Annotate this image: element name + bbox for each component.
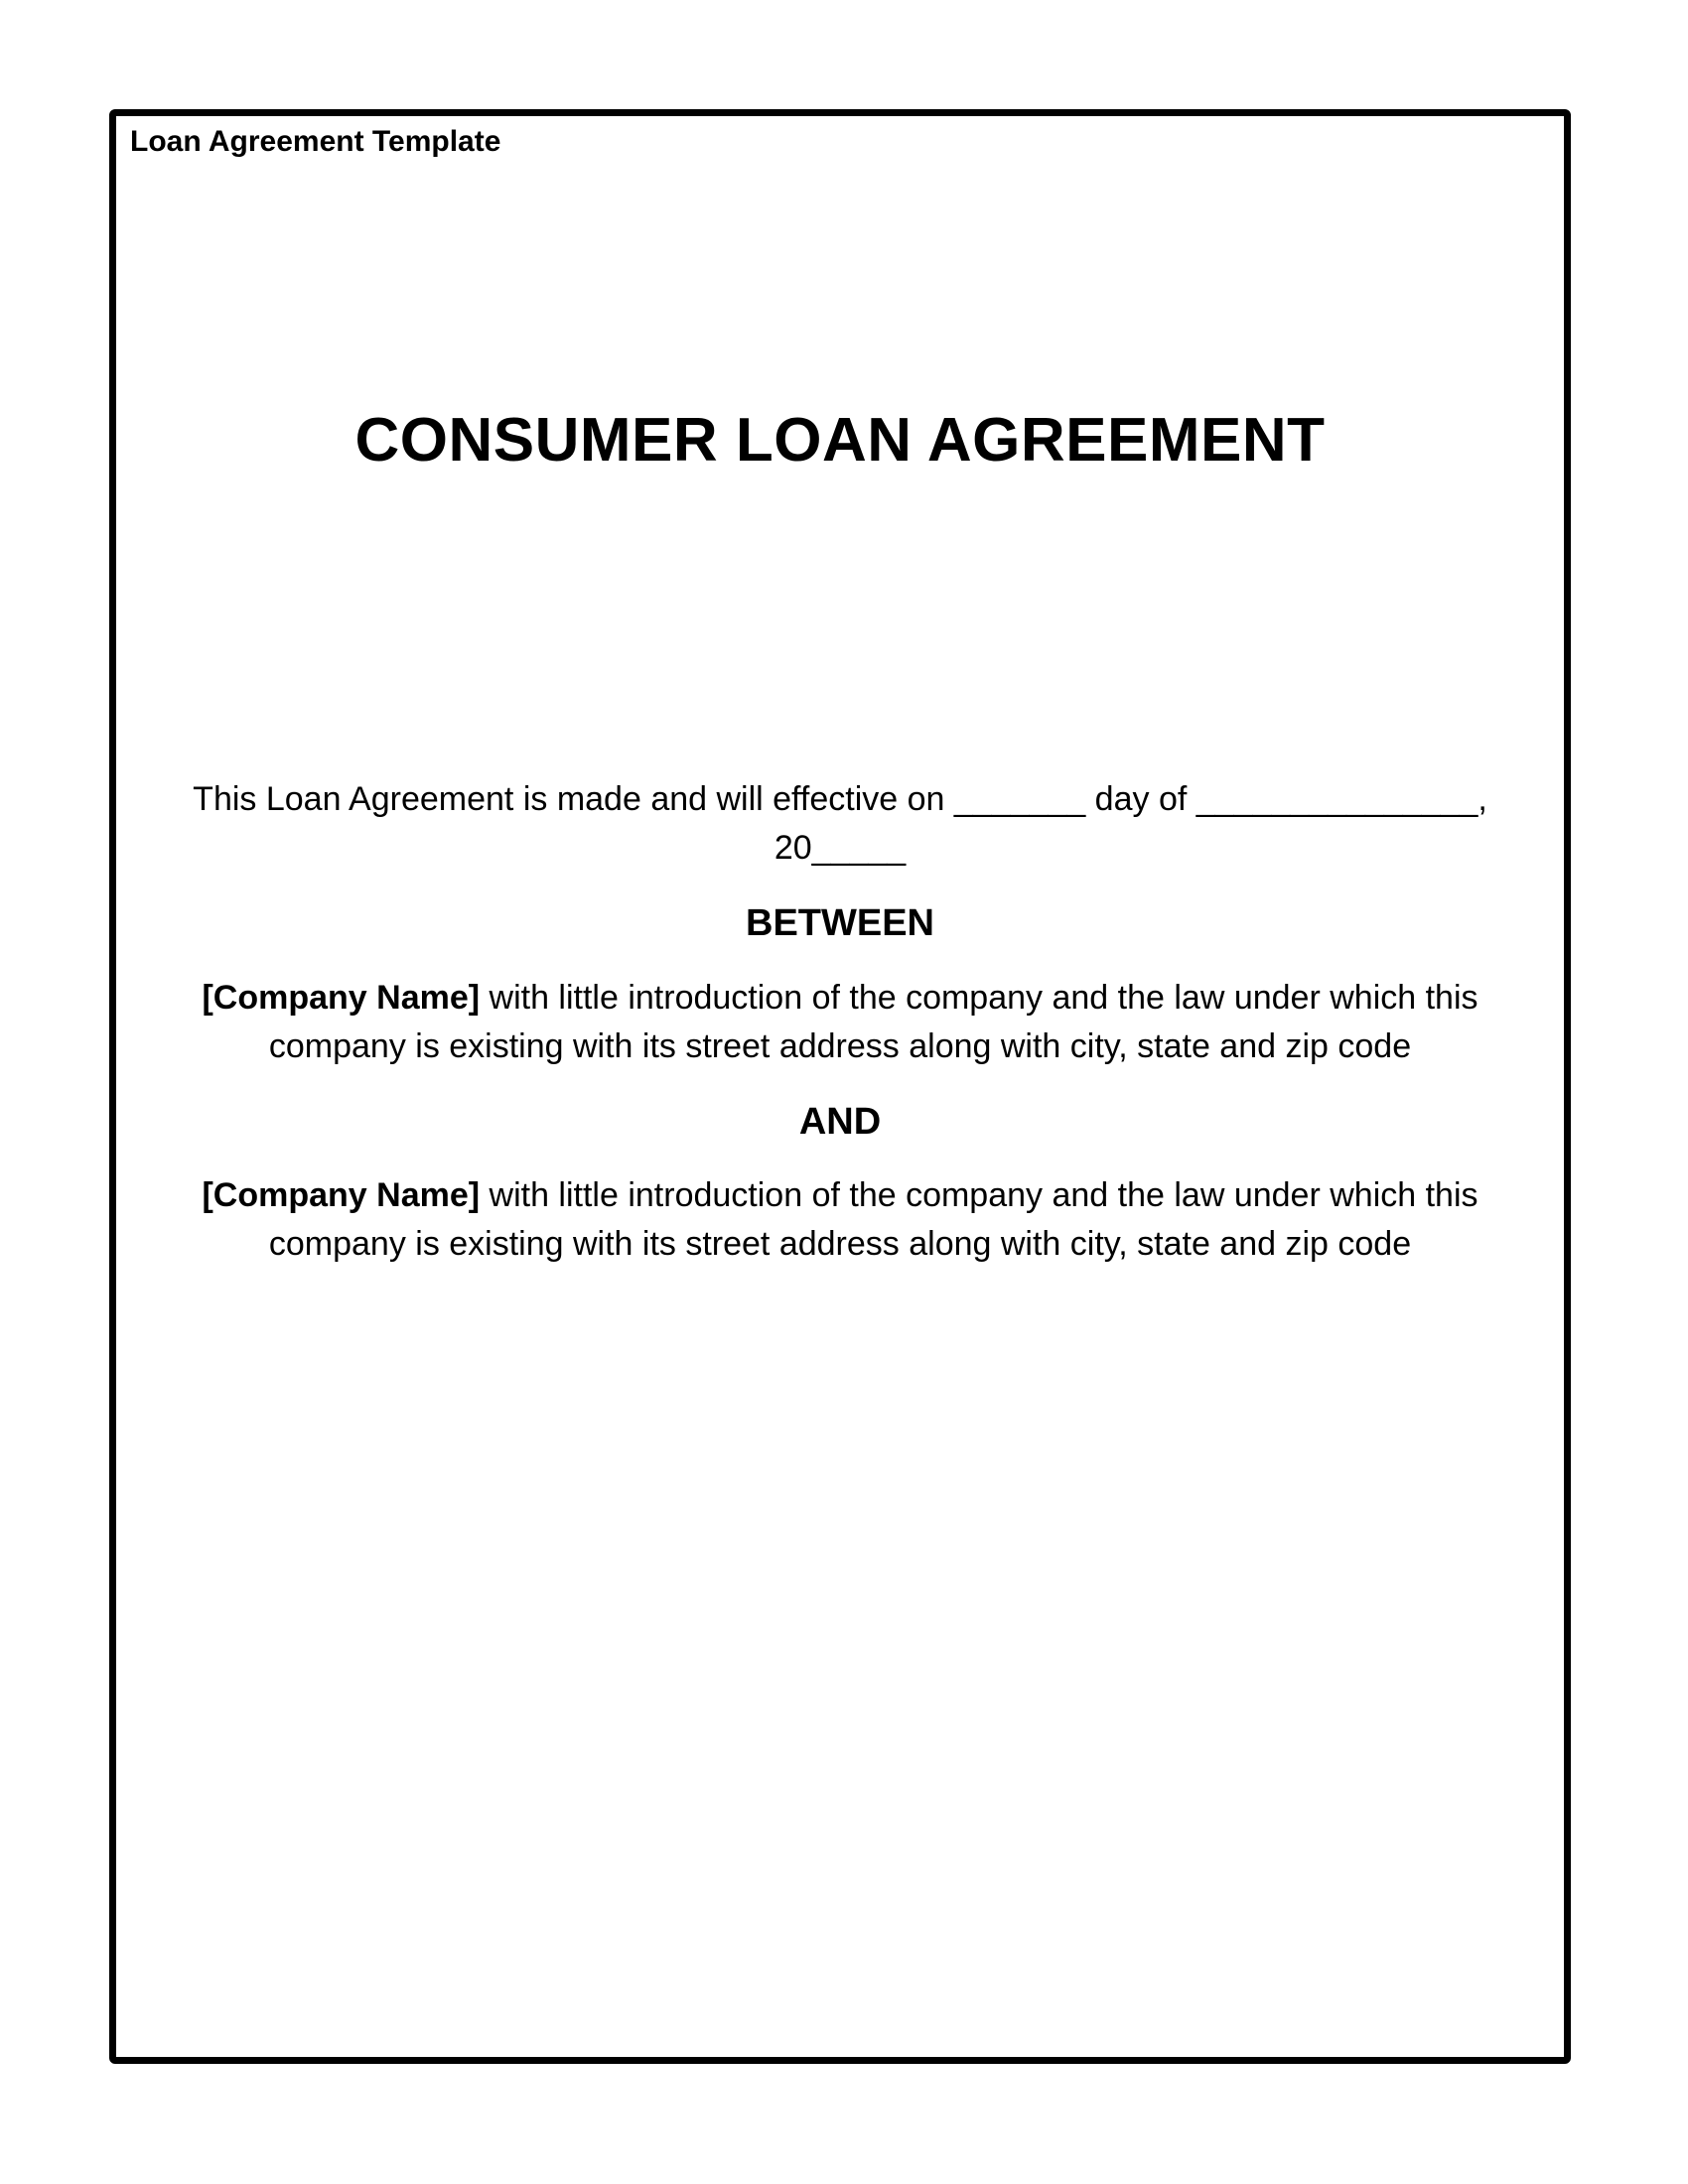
party-2-description-line-2: company is existing with its street address along with city, state and zip code [268, 1225, 1412, 1264]
party-2-description-line-1: with little introduction of the company and the law under which this [480, 1176, 1478, 1215]
effective-date-statement [146, 775, 1534, 873]
page-border [109, 109, 1571, 2064]
document-title: CONSUMER LOAN AGREEMENT [354, 406, 1326, 475]
agreement-content [146, 775, 1534, 1269]
party-1-paragraph [146, 974, 1534, 1071]
effective-date-line-1: This Loan Agreement is made and will effective on _______ day of _______________, [193, 780, 1487, 818]
and-heading: AND [798, 1100, 882, 1143]
party-2-paragraph [146, 1171, 1534, 1269]
effective-date-line-2: 20_____ [774, 829, 907, 867]
party-1-name: [Company Name] [202, 978, 481, 1017]
party-2-name: [Company Name] [202, 1176, 481, 1215]
party-1-description-line-1: with little introduction of the company and the law under which this [480, 978, 1478, 1017]
template-label: Loan Agreement Template [130, 125, 501, 158]
party-1-description-line-2: company is existing with its street address along with city, state and zip code [268, 1026, 1412, 1065]
between-heading: BETWEEN [746, 902, 934, 944]
